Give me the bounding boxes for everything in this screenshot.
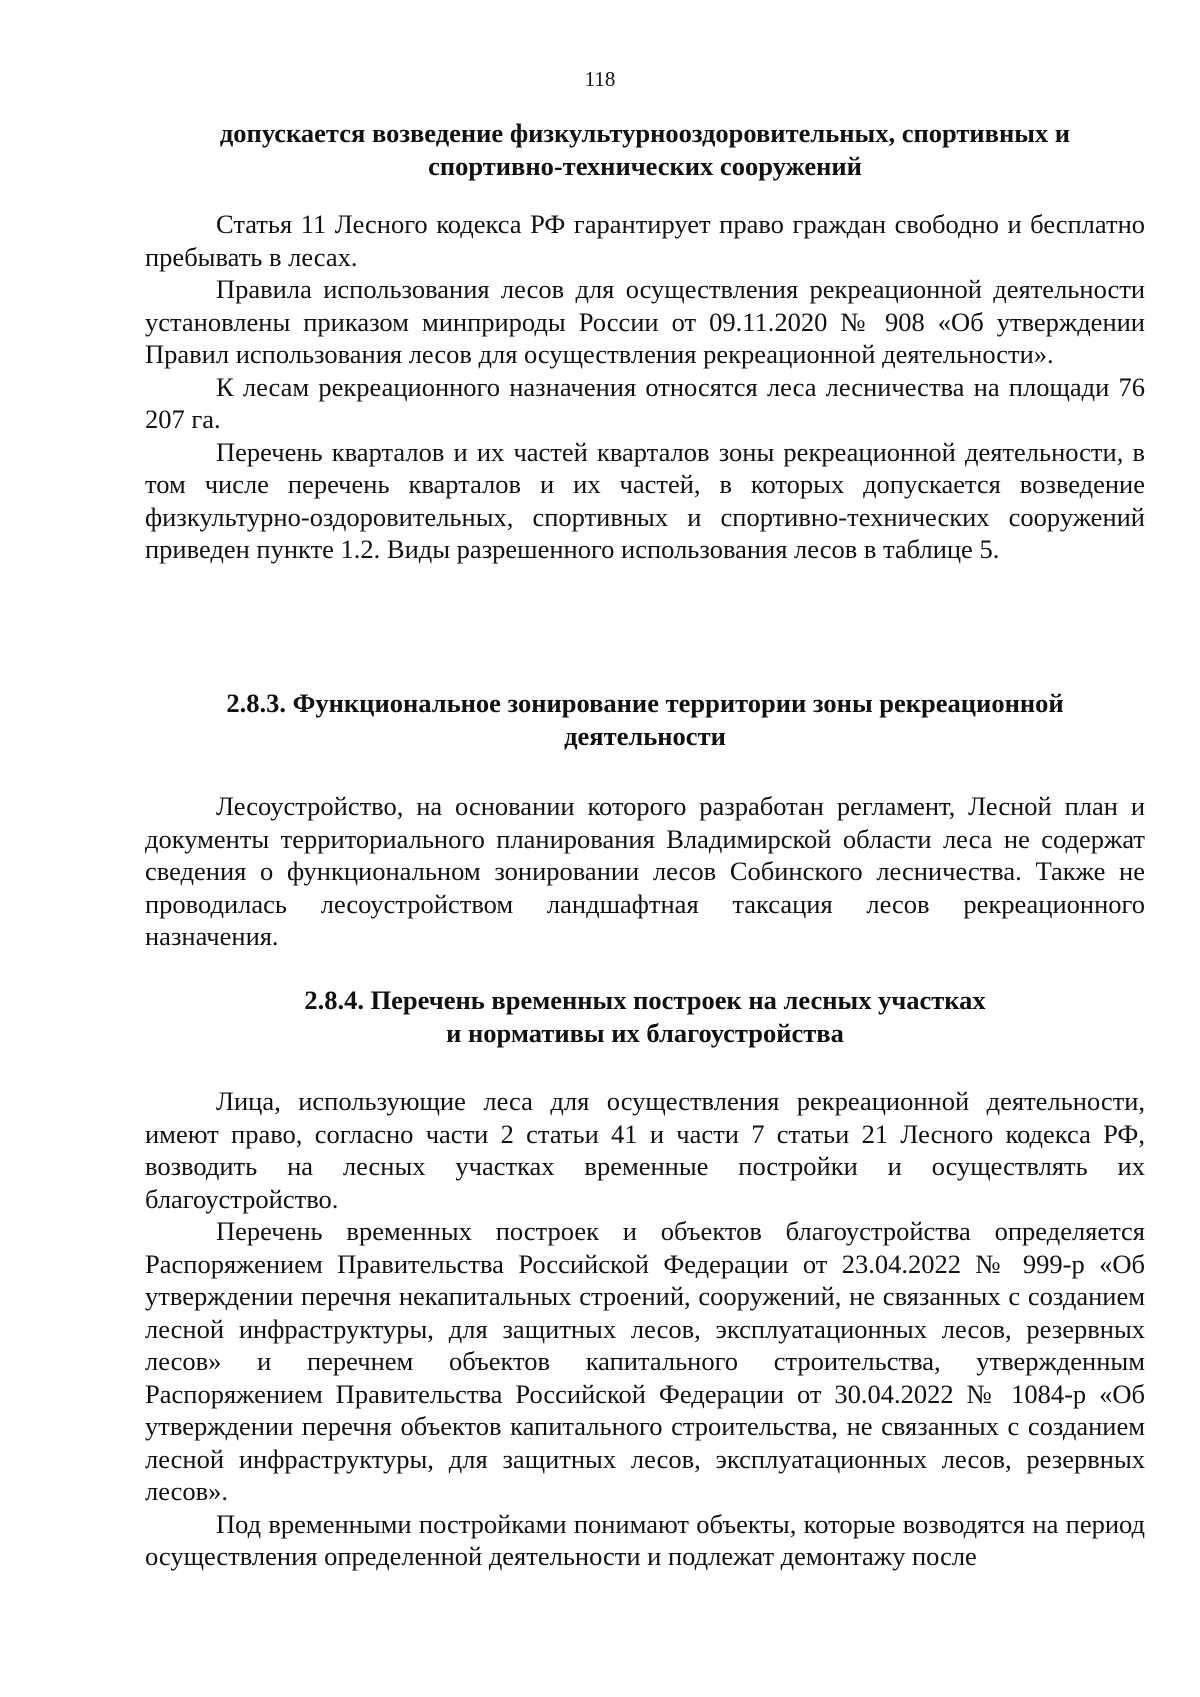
heading-top: допускается возведение физкультурнооздоровительных, спортивных и спортивно-технических сооружений [219, 118, 1071, 181]
section-283-heading-block [185, 687, 1105, 753]
section-283-title: 2.8.3. Функциональное зонирование территории зоны рекреационной деятельности [226, 688, 1064, 751]
section-284-heading-block [145, 984, 1145, 1050]
section-284-paragraph-3: Под временными постройками понимают объекты, которые возводятся на период осуществления определенной деятельности и подлежат демонтажу после [145, 1508, 1145, 1571]
section-284-title-line2: и нормативы их благоустройства [446, 1018, 844, 1048]
intro-section [145, 208, 1145, 566]
section-283-body [145, 790, 1145, 953]
intro-paragraph-1: Статья 11 Лесного кодекса РФ гарантирует право граждан свободно и бесплатно пребывать в лесах. [145, 209, 1145, 272]
section-283-paragraph: Лесоустройство, на основании которого разработан регламент, Лесной план и документы территориального планирования Владимирской области леса не содержат сведения о функциональном зонировании лесов Собинского лесничества. Также не проводилась лесоустройством ландшафтная таксация лесов рекреационного назначения. [145, 791, 1145, 951]
page-number: 118 [584, 67, 616, 91]
intro-paragraph-4: Перечень кварталов и их частей кварталов зоны рекреационной деятельности, в том числе перечень кварталов и их частей, в которых допускается возведение физкультурно-оздоровительных, спортивных и спортивно-технических сооружений приведен пункте 1.2. Виды разрешенного использования лесов в таблице 5. [145, 436, 1145, 564]
intro-paragraph-2: Правила использования лесов для осуществления рекреационной деятельности установлены приказом минприроды России от 09.11.2020 № 908 «Об утверждении Правил использования лесов для осуществления рекреационной деятельности». [145, 274, 1145, 369]
section-284-paragraph-1: Лица, использующие леса для осуществления рекреационной деятельности, имеют право, согласно части 2 статьи 41 и части 7 статьи 21 Лесного кодекса РФ, возводить на лесных участках временные постройки и осуществлять их благоустройство. [145, 1086, 1145, 1214]
section-284-title-line1: 2.8.4. Перечень временных построек на лесных участках [304, 985, 986, 1015]
heading-top-block [175, 117, 1115, 183]
section-284-paragraph-2: Перечень временных построек и объектов благоустройства определяется Распоряжением Правительства Российской Федерации от 23.04.2022 № 999-р «Об утверждении перечня некапитальных строений, сооружений, не связанных с созданием лесной инфраструктуры, для защитных лесов, эксплуатационных лесов, резервных лесов» и перечнем объектов капитального строительства, утвержденным Распоряжением Правительства Российской Федерации от 30.04.2022 № 1084-р «Об утверждении перечня объектов капитального строительства, не связанных с созданием лесной инфраструктуры, для защитных лесов, эксплуатационных лесов, резервных лесов». [145, 1216, 1145, 1506]
section-284-body [145, 1085, 1145, 1573]
intro-paragraph-3: К лесам рекреационного назначения относятся леса лесничества на площади 76 207 га. [145, 371, 1145, 434]
